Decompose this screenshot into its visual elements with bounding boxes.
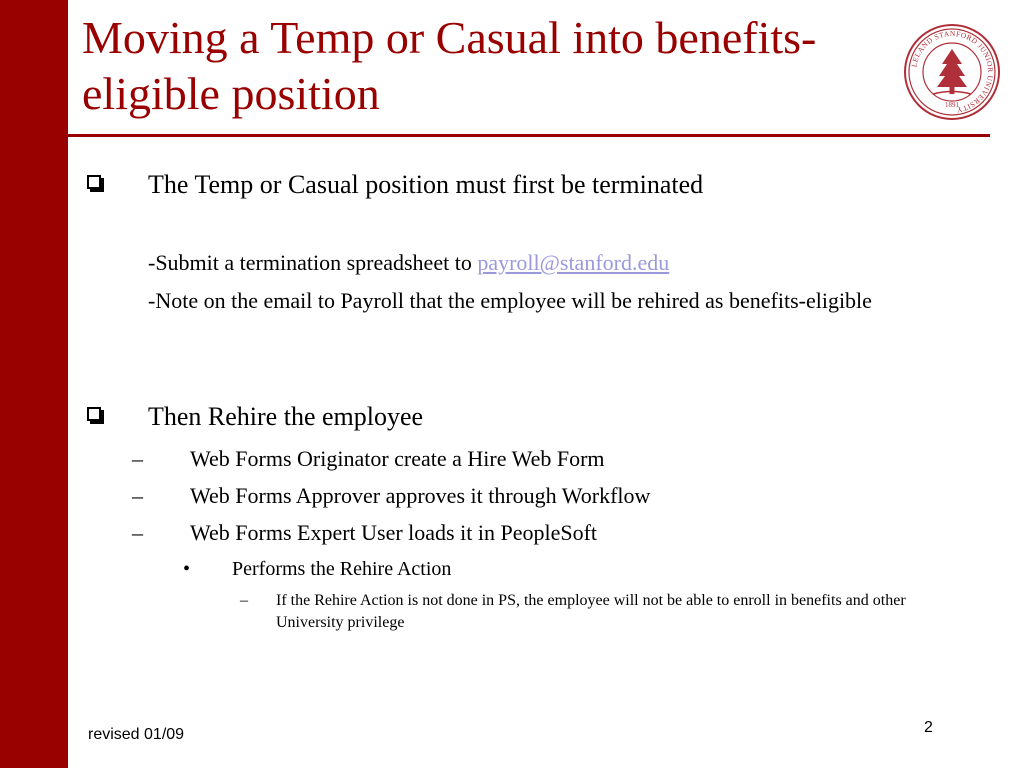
bullet-dot-marker: • (183, 558, 191, 580)
dash-marker: – (132, 446, 143, 471)
note-submit-spreadsheet (148, 248, 948, 278)
bullet-rehire: Then Rehire the employee (148, 402, 424, 431)
bullet-terminate: The Temp or Casual position must first be terminated (148, 170, 704, 199)
payroll-email-link[interactable]: payroll@stanford.edu (477, 250, 670, 275)
svg-text:1891: 1891 (945, 101, 959, 109)
subitem-approver: Web Forms Approver approves it through Workflow (190, 483, 651, 508)
dash-marker: – (240, 592, 248, 609)
note-submit-text: -Submit a termination spreadsheet to (148, 250, 478, 275)
checkbox-bullet-icon (87, 407, 101, 421)
level3-performs-rehire: Performs the Rehire Action (232, 558, 452, 580)
checkbox-bullet-icon (87, 175, 101, 189)
slide-title: Moving a Temp or Casual into benefits-eligible position (82, 12, 817, 119)
dash-marker: – (132, 483, 143, 508)
svg-text:LELAND STANFORD JUNIOR UNIVERS: LELAND STANFORD JUNIOR UNIVERSITY (909, 28, 996, 115)
page-number: 2 (924, 719, 933, 736)
revised-date: revised 01/09 (88, 726, 185, 743)
subitem-expert-user: Web Forms Expert User loads it in PeopleSoft (190, 520, 598, 545)
dash-marker: – (132, 520, 143, 545)
subitem-originator: Web Forms Originator create a Hire Web Form (190, 446, 605, 471)
level4-rehire-warning: If the Rehire Action is not done in PS, the employee will not be able to enroll in benefits and other University privilege (276, 592, 906, 631)
note-rehired: -Note on the email to Payroll that the employee will be rehired as benefits-eligible (148, 288, 872, 313)
